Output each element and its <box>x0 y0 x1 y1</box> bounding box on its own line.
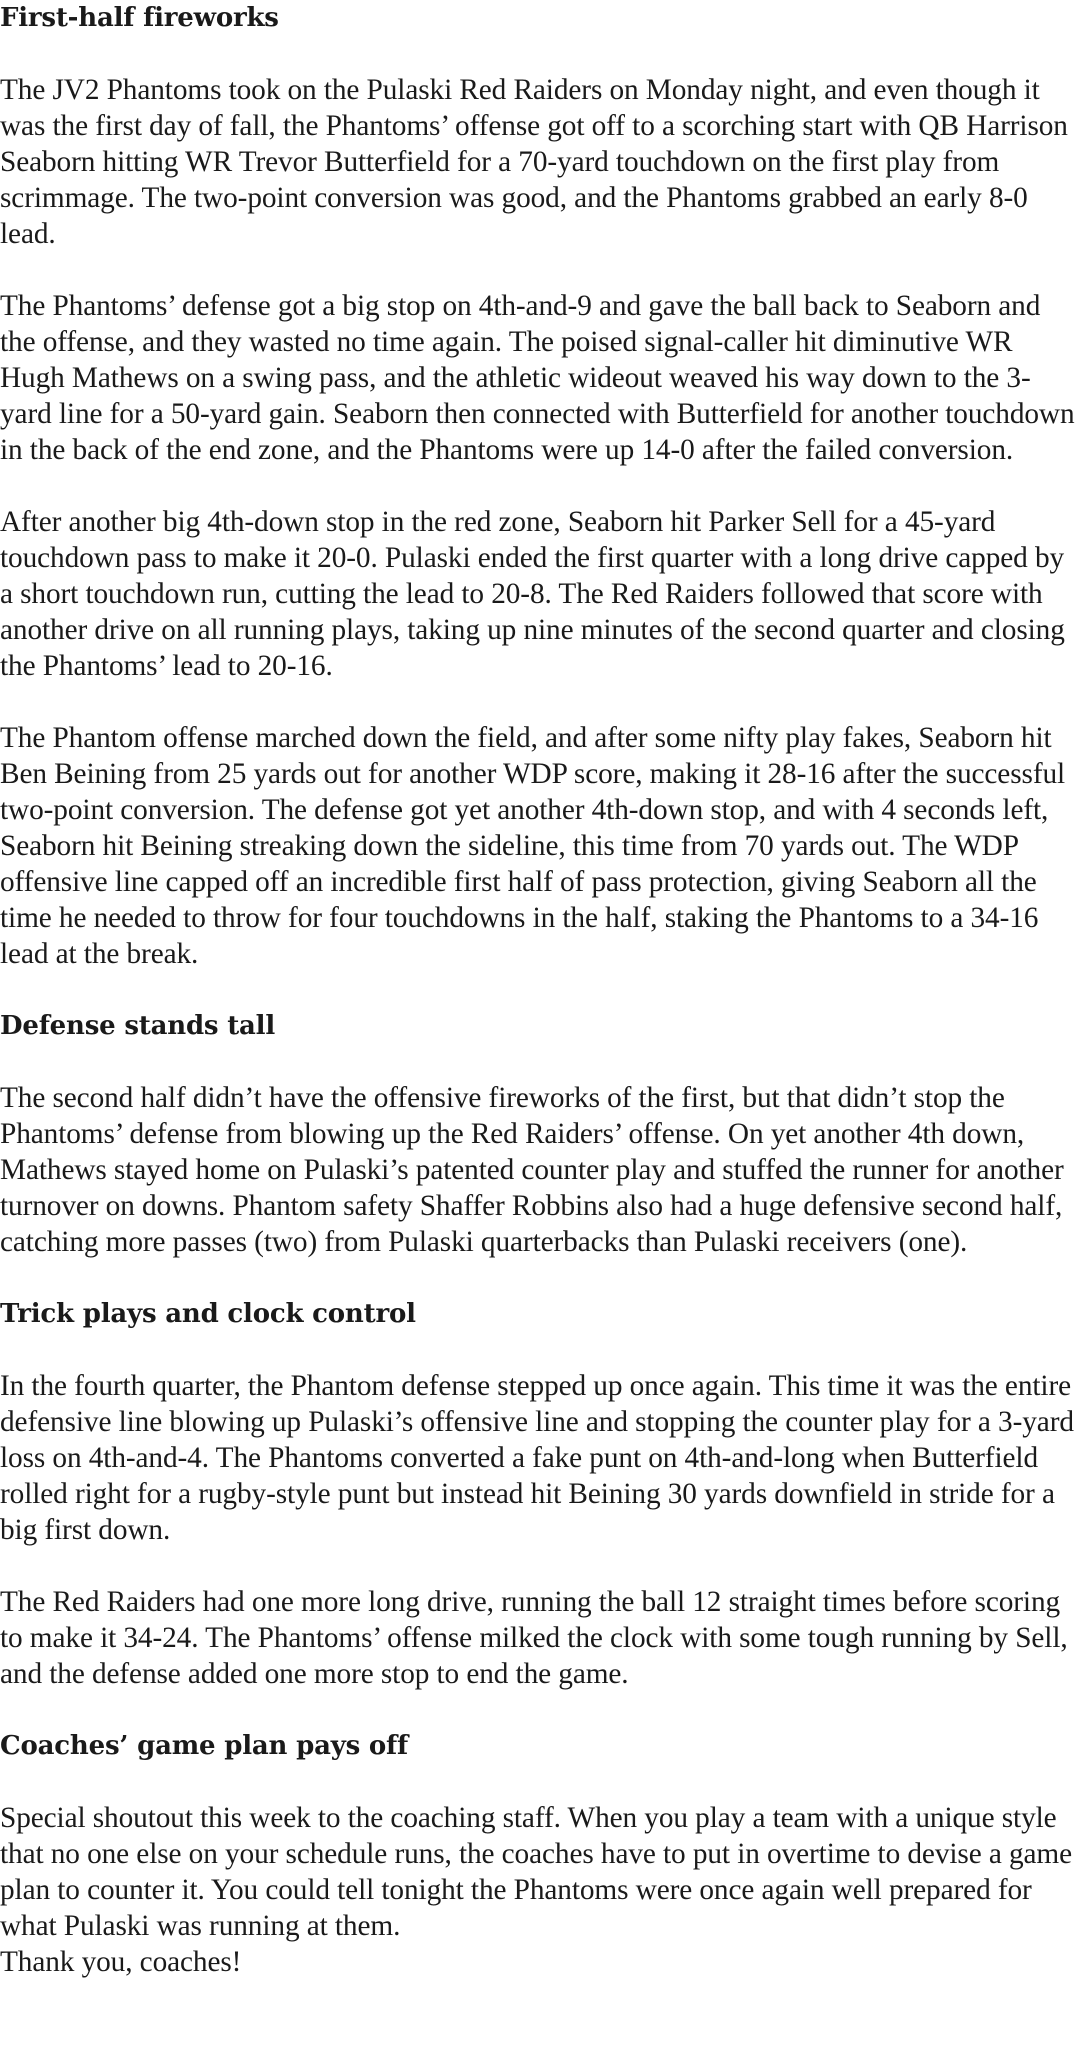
paragraph: In the fourth quarter, the Phantom defense stepped up once again. This time it was the entire defensive line blowing up Pulaski’s offensive line and stopping the counter play for a 3-yard loss on 4th-and-4. The Phantoms converted a fake punt on 4th-and-long when Butterfield rolled right for a rugby-style punt but instead hit Beining 30 yards downfield in stride for a big first down. <box>0 1370 1074 1546</box>
section-heading: Coaches’ game plan pays off <box>0 1731 409 1761</box>
closing-line: Thank you, coaches! <box>0 1946 242 1978</box>
paragraph: The Red Raiders had one more long drive, running the ball 12 straight times before scoring to make it 34-24. The Phantoms’ offense milked the clock with some tough running by Sell, and the defense added one more stop to end the game. <box>0 1586 1068 1690</box>
section-coaches-game-plan <box>0 1728 1080 1980</box>
paragraph: Special shoutout this week to the coaching staff. When you play a team with a unique style that no one else on your schedule runs, the coaches have to put in overtime to devise a game plan to counter it. You could tell tonight the Phantoms were once again well prepared for what Pulaski was running at them. <box>0 1802 1073 1942</box>
section-first-half-fireworks <box>0 0 1080 972</box>
paragraph: The second half didn’t have the offensive fireworks of the first, but that didn’t stop the Phantoms’ defense from blowing up the Red Raiders’ offense. On yet another 4th down, Mathews stayed home on Pulaski’s patented counter play and stuffed the runner for another turnover on downs. Phantom safety Shaffer Robbins also had a huge defensive second half, catching more passes (two) from Pulaski quarterbacks than Pulaski receivers (one). <box>0 1082 1064 1258</box>
section-heading: First-half fireworks <box>0 3 279 33</box>
section-trick-plays <box>0 1296 1080 1692</box>
section-heading: Trick plays and clock control <box>0 1299 416 1329</box>
section-heading: Defense stands tall <box>0 1011 276 1041</box>
paragraph: After another big 4th-down stop in the red zone, Seaborn hit Parker Sell for a 45-yard touchdown pass to make it 20-0. Pulaski ended the first quarter with a long drive capped by a short touchdown run, cutting the lead to 20-8. The Red Raiders followed that score with another drive on all running plays, taking up nine minutes of the second quarter and closing the Phantoms’ lead to 20-16. <box>0 506 1065 682</box>
paragraph: The Phantoms’ defense got a big stop on 4th-and-9 and gave the ball back to Seaborn and the offense, and they wasted no time again. The poised signal-caller hit diminutive WR Hugh Mathews on a swing pass, and the athletic wideout weaved his way down to the 3-yard line for a 50-yard gain. Seaborn then connected with Butterfield for another touchdown in the back of the end zone, and the Phantoms were up 14-0 after the failed conversion. <box>0 290 1075 466</box>
paragraph: The Phantom offense marched down the field, and after some nifty play fakes, Seaborn hit Ben Beining from 25 yards out for another WDP score, making it 28-16 after the successful two-point conversion. The defense got yet another 4th-down stop, and with 4 seconds left, Seaborn hit Beining streaking down the sideline, this time from 70 yards out. The WDP offensive line capped off an incredible first half of pass protection, giving Seaborn all the time he needed to throw for four touchdowns in the half, staking the Phantoms to a 34-16 lead at the break. <box>0 722 1066 970</box>
paragraph: The JV2 Phantoms took on the Pulaski Red Raiders on Monday night, and even though it was the first day of fall, the Phantoms’ offense got off to a scorching start with QB Harrison Seaborn hitting WR Trevor Butterfield for a 70-yard touchdown on the first play from scrimmage. The two-point conversion was good, and the Phantoms grabbed an early 8-0 lead. <box>0 74 1068 250</box>
section-defense-stands-tall <box>0 1008 1080 1260</box>
